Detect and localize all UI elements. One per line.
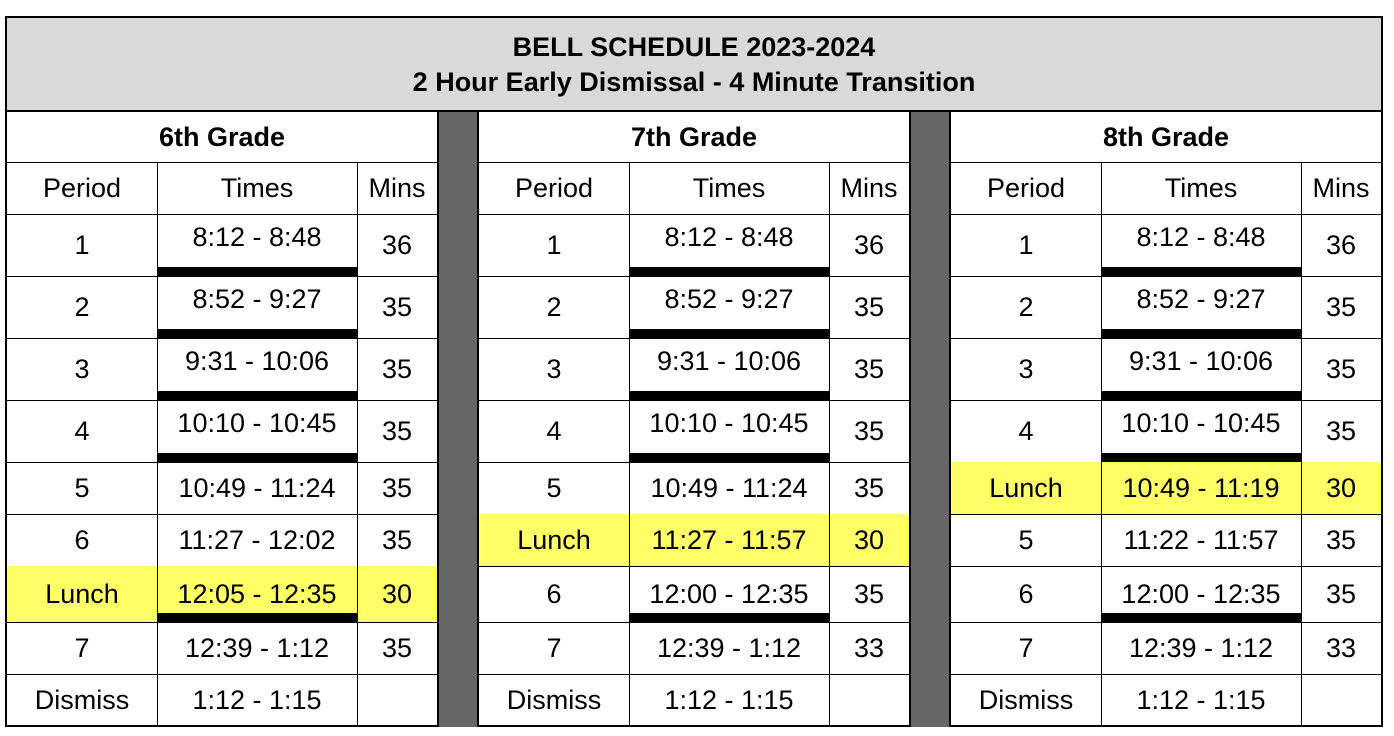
- times-cell: 8:12 - 8:48: [1136, 222, 1266, 252]
- times-cell: 1:12 - 1:15: [664, 685, 794, 715]
- times-cell: 9:31 - 10:06: [184, 346, 330, 376]
- mins-cell: [357, 674, 437, 727]
- column-divider: [1101, 162, 1102, 727]
- period-cell: 6: [74, 524, 90, 555]
- period-cell: 7: [546, 632, 562, 663]
- header-mins: Mins: [368, 172, 426, 203]
- times-cell: 8:52 - 9:27: [1136, 284, 1266, 314]
- mins-cell: 35: [1325, 291, 1357, 322]
- times-cell: 11:27 - 11:57: [629, 514, 829, 566]
- transition-bar: [629, 391, 829, 400]
- mins-cell: 35: [853, 472, 885, 503]
- times-cell: 8:12 - 8:48: [192, 222, 322, 252]
- column-divider: [629, 162, 630, 727]
- period-cell: Dismiss: [34, 685, 130, 715]
- transition-bar: [1101, 453, 1301, 462]
- grade-name: 6th Grade: [158, 121, 286, 152]
- times-cell: 1:12 - 1:15: [1136, 685, 1266, 715]
- mins-cell: 35: [381, 472, 413, 503]
- times-cell: 10:49 - 11:24: [178, 472, 336, 503]
- header-times: Times: [1164, 172, 1238, 203]
- times-cell: 10:49 - 11:19: [1101, 462, 1301, 514]
- header-period: Period: [42, 172, 122, 203]
- mins-cell: [829, 674, 909, 727]
- mins-cell: 33: [853, 632, 885, 663]
- header-period: Period: [986, 172, 1066, 203]
- column-divider: [157, 162, 158, 727]
- times-cell: 1:12 - 1:15: [192, 685, 322, 715]
- mins-cell: 35: [381, 291, 413, 322]
- transition-bar: [629, 329, 829, 338]
- mins-cell: 36: [381, 229, 413, 260]
- header-times: Times: [220, 172, 294, 203]
- period-cell: 2: [74, 291, 90, 322]
- times-cell: 10:10 - 10:45: [177, 408, 337, 438]
- period-cell: 1: [74, 229, 90, 260]
- mins-cell: 35: [381, 415, 413, 446]
- mins-cell: 36: [853, 229, 885, 260]
- times-cell: 11:27 - 12:02: [178, 524, 336, 555]
- transition-bar: [1101, 267, 1301, 276]
- header-mins: Mins: [1312, 172, 1370, 203]
- row-divider: [479, 162, 909, 163]
- mins-cell: 35: [853, 291, 885, 322]
- period-cell: Dismiss: [506, 685, 602, 715]
- period-cell: 6: [1018, 578, 1034, 609]
- transition-bar: [629, 613, 829, 622]
- column-divider: [1301, 162, 1302, 727]
- times-cell: 12:05 - 12:35: [157, 566, 357, 622]
- period-cell: 5: [1018, 524, 1034, 555]
- times-cell: 12:39 - 1:12: [184, 632, 330, 663]
- transition-bar: [157, 613, 357, 622]
- times-cell: 10:10 - 10:45: [1121, 408, 1281, 438]
- transition-bar: [157, 329, 357, 338]
- grade-name: 7th Grade: [630, 121, 758, 152]
- row-divider: [7, 162, 437, 163]
- mins-cell: 35: [853, 578, 885, 609]
- period-cell: 1: [546, 229, 562, 260]
- period-cell: 3: [1018, 353, 1034, 384]
- bell-schedule-table: [5, 16, 1383, 727]
- times-cell: 8:52 - 9:27: [664, 284, 794, 314]
- mins-cell: 35: [853, 353, 885, 384]
- transition-bar: [1101, 391, 1301, 400]
- times-cell: 12:39 - 1:12: [1128, 632, 1274, 663]
- period-cell: 3: [74, 353, 90, 384]
- times-cell: 12:00 - 12:35: [649, 578, 809, 609]
- times-cell: 10:10 - 10:45: [649, 408, 809, 438]
- mins-cell: 30: [829, 514, 909, 566]
- period-cell: 6: [546, 578, 562, 609]
- mins-cell: 33: [1325, 632, 1357, 663]
- period-cell: Lunch: [951, 462, 1101, 514]
- title-line-1: BELL SCHEDULE 2023-2024: [512, 32, 876, 62]
- times-cell: 9:31 - 10:06: [656, 346, 802, 376]
- period-cell: 4: [546, 415, 562, 446]
- period-cell: 7: [1018, 632, 1034, 663]
- transition-bar: [629, 453, 829, 462]
- times-cell: 10:49 - 11:24: [650, 472, 808, 503]
- times-cell: 12:00 - 12:35: [1121, 578, 1281, 609]
- mins-cell: 36: [1325, 229, 1357, 260]
- mins-cell: 35: [1325, 524, 1357, 555]
- transition-bar: [157, 453, 357, 462]
- period-cell: 2: [1018, 291, 1034, 322]
- period-cell: 4: [74, 415, 90, 446]
- period-cell: 5: [74, 472, 90, 503]
- column-divider: [829, 162, 830, 727]
- transition-bar: [1101, 613, 1301, 622]
- mins-cell: 35: [381, 353, 413, 384]
- period-cell: 2: [546, 291, 562, 322]
- mins-cell: 30: [357, 566, 437, 622]
- grade-separator-1: [437, 112, 479, 727]
- period-cell: Dismiss: [978, 685, 1074, 715]
- mins-cell: 35: [1325, 415, 1357, 446]
- title-line-2: 2 Hour Early Dismissal - 4 Minute Transition: [412, 67, 976, 97]
- mins-cell: 35: [1325, 578, 1357, 609]
- transition-bar: [1101, 329, 1301, 338]
- period-cell: 1: [1018, 229, 1034, 260]
- period-cell: 5: [546, 472, 562, 503]
- period-cell: Lunch: [479, 514, 629, 566]
- times-cell: 8:12 - 8:48: [664, 222, 794, 252]
- mins-cell: 35: [381, 632, 413, 663]
- mins-cell: 35: [1325, 353, 1357, 384]
- period-cell: 4: [1018, 415, 1034, 446]
- grade-name: 8th Grade: [1102, 121, 1230, 152]
- header-mins: Mins: [840, 172, 898, 203]
- mins-cell: 35: [381, 524, 413, 555]
- transition-bar: [157, 267, 357, 276]
- times-cell: 12:39 - 1:12: [656, 632, 802, 663]
- period-cell: Lunch: [7, 566, 157, 622]
- transition-bar: [157, 391, 357, 400]
- column-divider: [357, 162, 358, 727]
- period-cell: 3: [546, 353, 562, 384]
- schedule-title: [7, 18, 1381, 112]
- transition-bar: [629, 267, 829, 276]
- mins-cell: [1301, 674, 1381, 727]
- times-cell: 11:22 - 11:57: [1123, 524, 1279, 555]
- period-cell: 7: [74, 632, 90, 663]
- header-times: Times: [692, 172, 766, 203]
- mins-cell: 30: [1301, 462, 1381, 514]
- grade-separator-2: [909, 112, 951, 727]
- times-cell: 8:52 - 9:27: [192, 284, 322, 314]
- row-divider: [951, 162, 1381, 163]
- mins-cell: 35: [853, 415, 885, 446]
- header-period: Period: [514, 172, 594, 203]
- times-cell: 9:31 - 10:06: [1128, 346, 1274, 376]
